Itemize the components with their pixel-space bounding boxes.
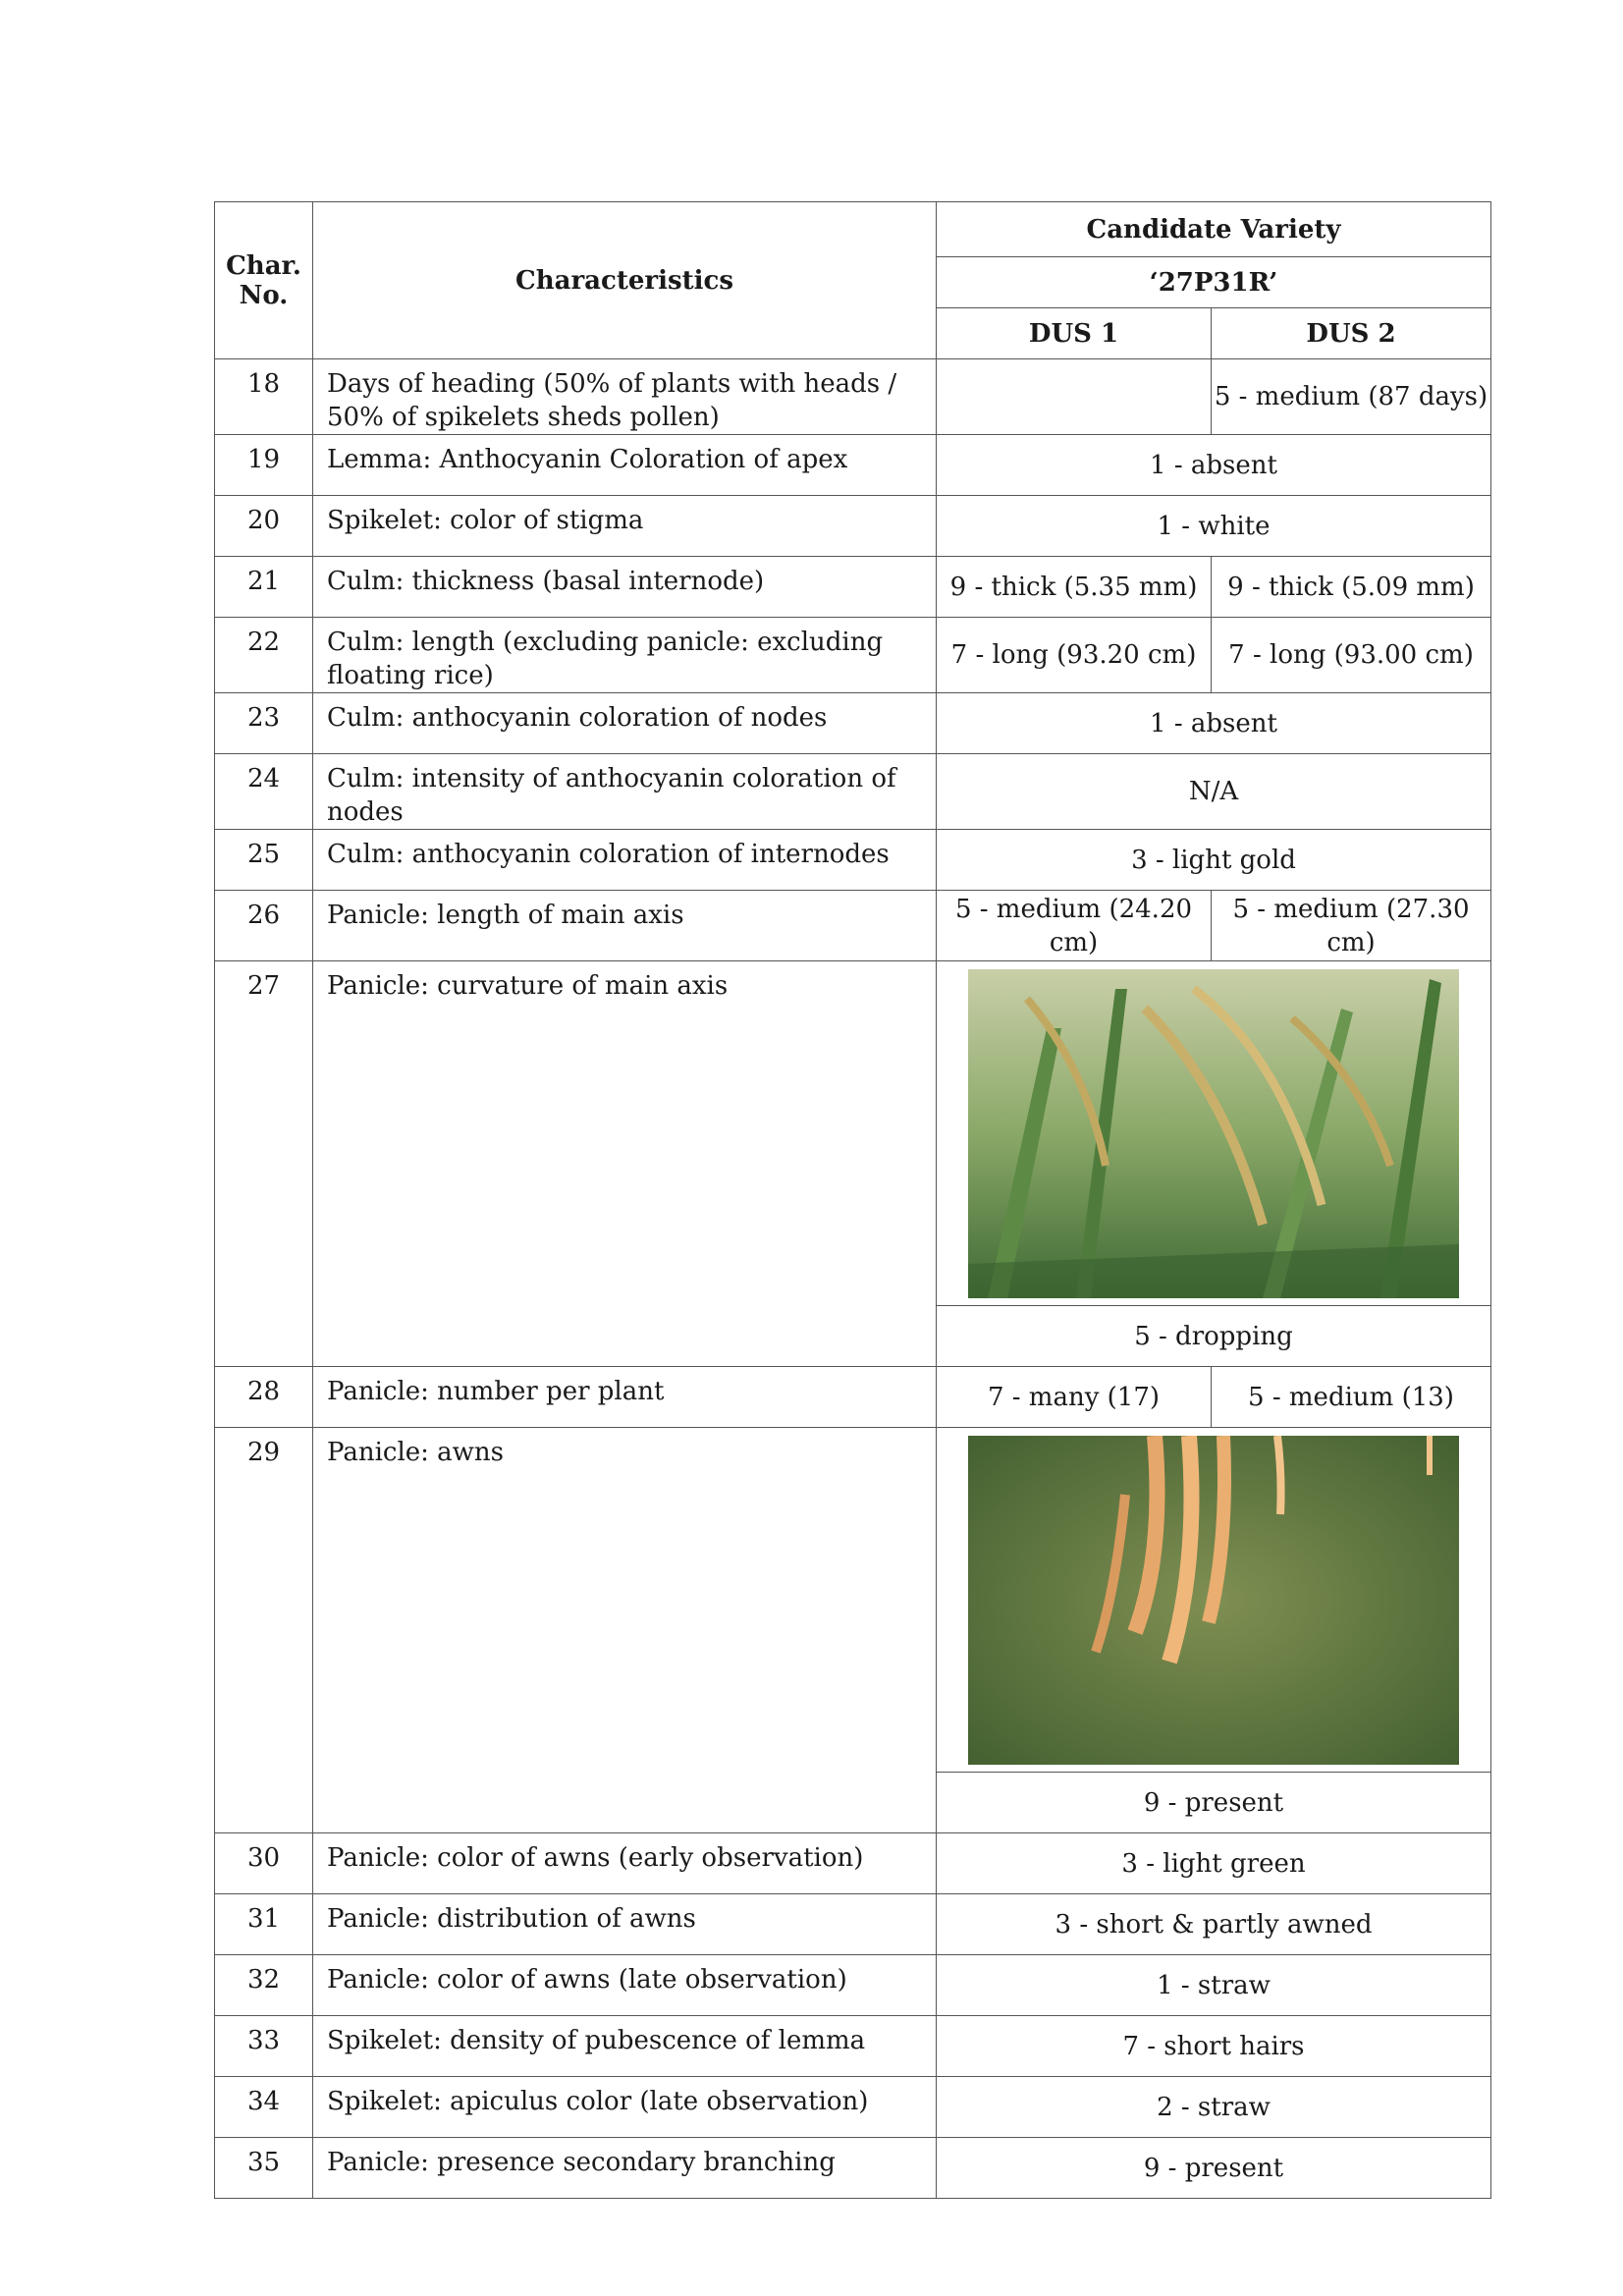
value: 1 - absent	[937, 435, 1491, 496]
char-no: 25	[215, 830, 313, 891]
characteristic: Culm: anthocyanin coloration of internodes	[313, 830, 937, 891]
panicle-awns-photo-cell	[937, 1428, 1491, 1773]
value: 9 - present	[937, 1773, 1491, 1833]
characteristic: Panicle: color of awns (late observation)	[313, 1955, 937, 2016]
characteristic: Culm: anthocyanin coloration of nodes	[313, 693, 937, 754]
table-row	[215, 1428, 1491, 1773]
char-no: 34	[215, 2077, 313, 2138]
header-candidate-variety: Candidate Variety	[937, 202, 1491, 257]
char-no: 22	[215, 618, 313, 693]
value: 3 - light gold	[937, 830, 1491, 891]
table-row	[215, 891, 1491, 961]
table-row	[215, 1894, 1491, 1955]
char-no: 19	[215, 435, 313, 496]
characteristic: Spikelet: color of stigma	[313, 496, 937, 557]
characteristic: Culm: length (excluding panicle: excluding floating rice)	[313, 618, 937, 693]
char-no: 18	[215, 359, 313, 435]
table-row	[215, 1833, 1491, 1894]
characteristic: Culm: thickness (basal internode)	[313, 557, 937, 618]
table-row	[215, 496, 1491, 557]
value: N/A	[937, 754, 1491, 830]
table-row	[215, 2077, 1491, 2138]
table-row	[215, 618, 1491, 693]
char-no: 29	[215, 1428, 313, 1833]
header-characteristics: Characteristics	[313, 202, 937, 359]
characteristic: Panicle: awns	[313, 1428, 937, 1833]
table-row	[215, 1955, 1491, 2016]
char-no: 24	[215, 754, 313, 830]
characteristic: Panicle: color of awns (early observation)	[313, 1833, 937, 1894]
dus2-value: 5 - medium (87 days)	[1212, 359, 1491, 435]
char-no: 20	[215, 496, 313, 557]
rice-panicle-photo	[968, 969, 1459, 1298]
value: 3 - light green	[937, 1833, 1491, 1894]
header-dus1: DUS 1	[937, 308, 1212, 359]
characteristic: Days of heading (50% of plants with heads / 50% of spikelets sheds pollen)	[313, 359, 937, 435]
dus1-value: 7 - many (17)	[937, 1367, 1212, 1428]
value: 5 - dropping	[937, 1306, 1491, 1367]
char-no: 30	[215, 1833, 313, 1894]
char-no: 28	[215, 1367, 313, 1428]
characteristic: Culm: intensity of anthocyanin coloration of nodes	[313, 754, 937, 830]
dus2-value: 5 - medium (27.30 cm)	[1212, 891, 1491, 961]
char-no: 35	[215, 2138, 313, 2199]
value: 1 - straw	[937, 1955, 1491, 2016]
characteristic: Lemma: Anthocyanin Coloration of apex	[313, 435, 937, 496]
dus1-value: 9 - thick (5.35 mm)	[937, 557, 1212, 618]
dus1-value: 5 - medium (24.20 cm)	[937, 891, 1212, 961]
value: 9 - present	[937, 2138, 1491, 2199]
char-no: 21	[215, 557, 313, 618]
dus2-value: 5 - medium (13)	[1212, 1367, 1491, 1428]
table-row	[215, 2016, 1491, 2077]
dus-characteristics-table	[214, 201, 1491, 2199]
characteristic: Spikelet: apiculus color (late observation)	[313, 2077, 937, 2138]
rice-awns-photo	[968, 1436, 1459, 1765]
table-row	[215, 557, 1491, 618]
table-row	[215, 2138, 1491, 2199]
char-no: 27	[215, 961, 313, 1367]
char-no: 26	[215, 891, 313, 961]
header-char-no: Char. No.	[215, 202, 313, 359]
dus2-value: 7 - long (93.00 cm)	[1212, 618, 1491, 693]
dus2-value: 9 - thick (5.09 mm)	[1212, 557, 1491, 618]
table-row	[215, 693, 1491, 754]
dus1-value: 7 - long (93.20 cm)	[937, 618, 1212, 693]
characteristic: Panicle: curvature of main axis	[313, 961, 937, 1367]
value: 2 - straw	[937, 2077, 1491, 2138]
header-dus2: DUS 2	[1212, 308, 1491, 359]
char-no: 31	[215, 1894, 313, 1955]
header-variety-name: ‘27P31R’	[937, 257, 1491, 308]
value: 1 - absent	[937, 693, 1491, 754]
characteristic: Panicle: length of main axis	[313, 891, 937, 961]
characteristic: Panicle: distribution of awns	[313, 1894, 937, 1955]
characteristic: Panicle: presence secondary branching	[313, 2138, 937, 2199]
panicle-curvature-photo-cell	[937, 961, 1491, 1306]
value: 7 - short hairs	[937, 2016, 1491, 2077]
char-no: 33	[215, 2016, 313, 2077]
table-row	[215, 1367, 1491, 1428]
value: 1 - white	[937, 496, 1491, 557]
table-row	[215, 830, 1491, 891]
char-no: 23	[215, 693, 313, 754]
value: 3 - short & partly awned	[937, 1894, 1491, 1955]
table-row	[215, 754, 1491, 830]
table-row	[215, 359, 1491, 435]
char-no: 32	[215, 1955, 313, 2016]
table-row	[215, 961, 1491, 1306]
characteristic: Spikelet: density of pubescence of lemma	[313, 2016, 937, 2077]
table-row	[215, 435, 1491, 496]
characteristic: Panicle: number per plant	[313, 1367, 937, 1428]
dus1-value	[937, 359, 1212, 435]
